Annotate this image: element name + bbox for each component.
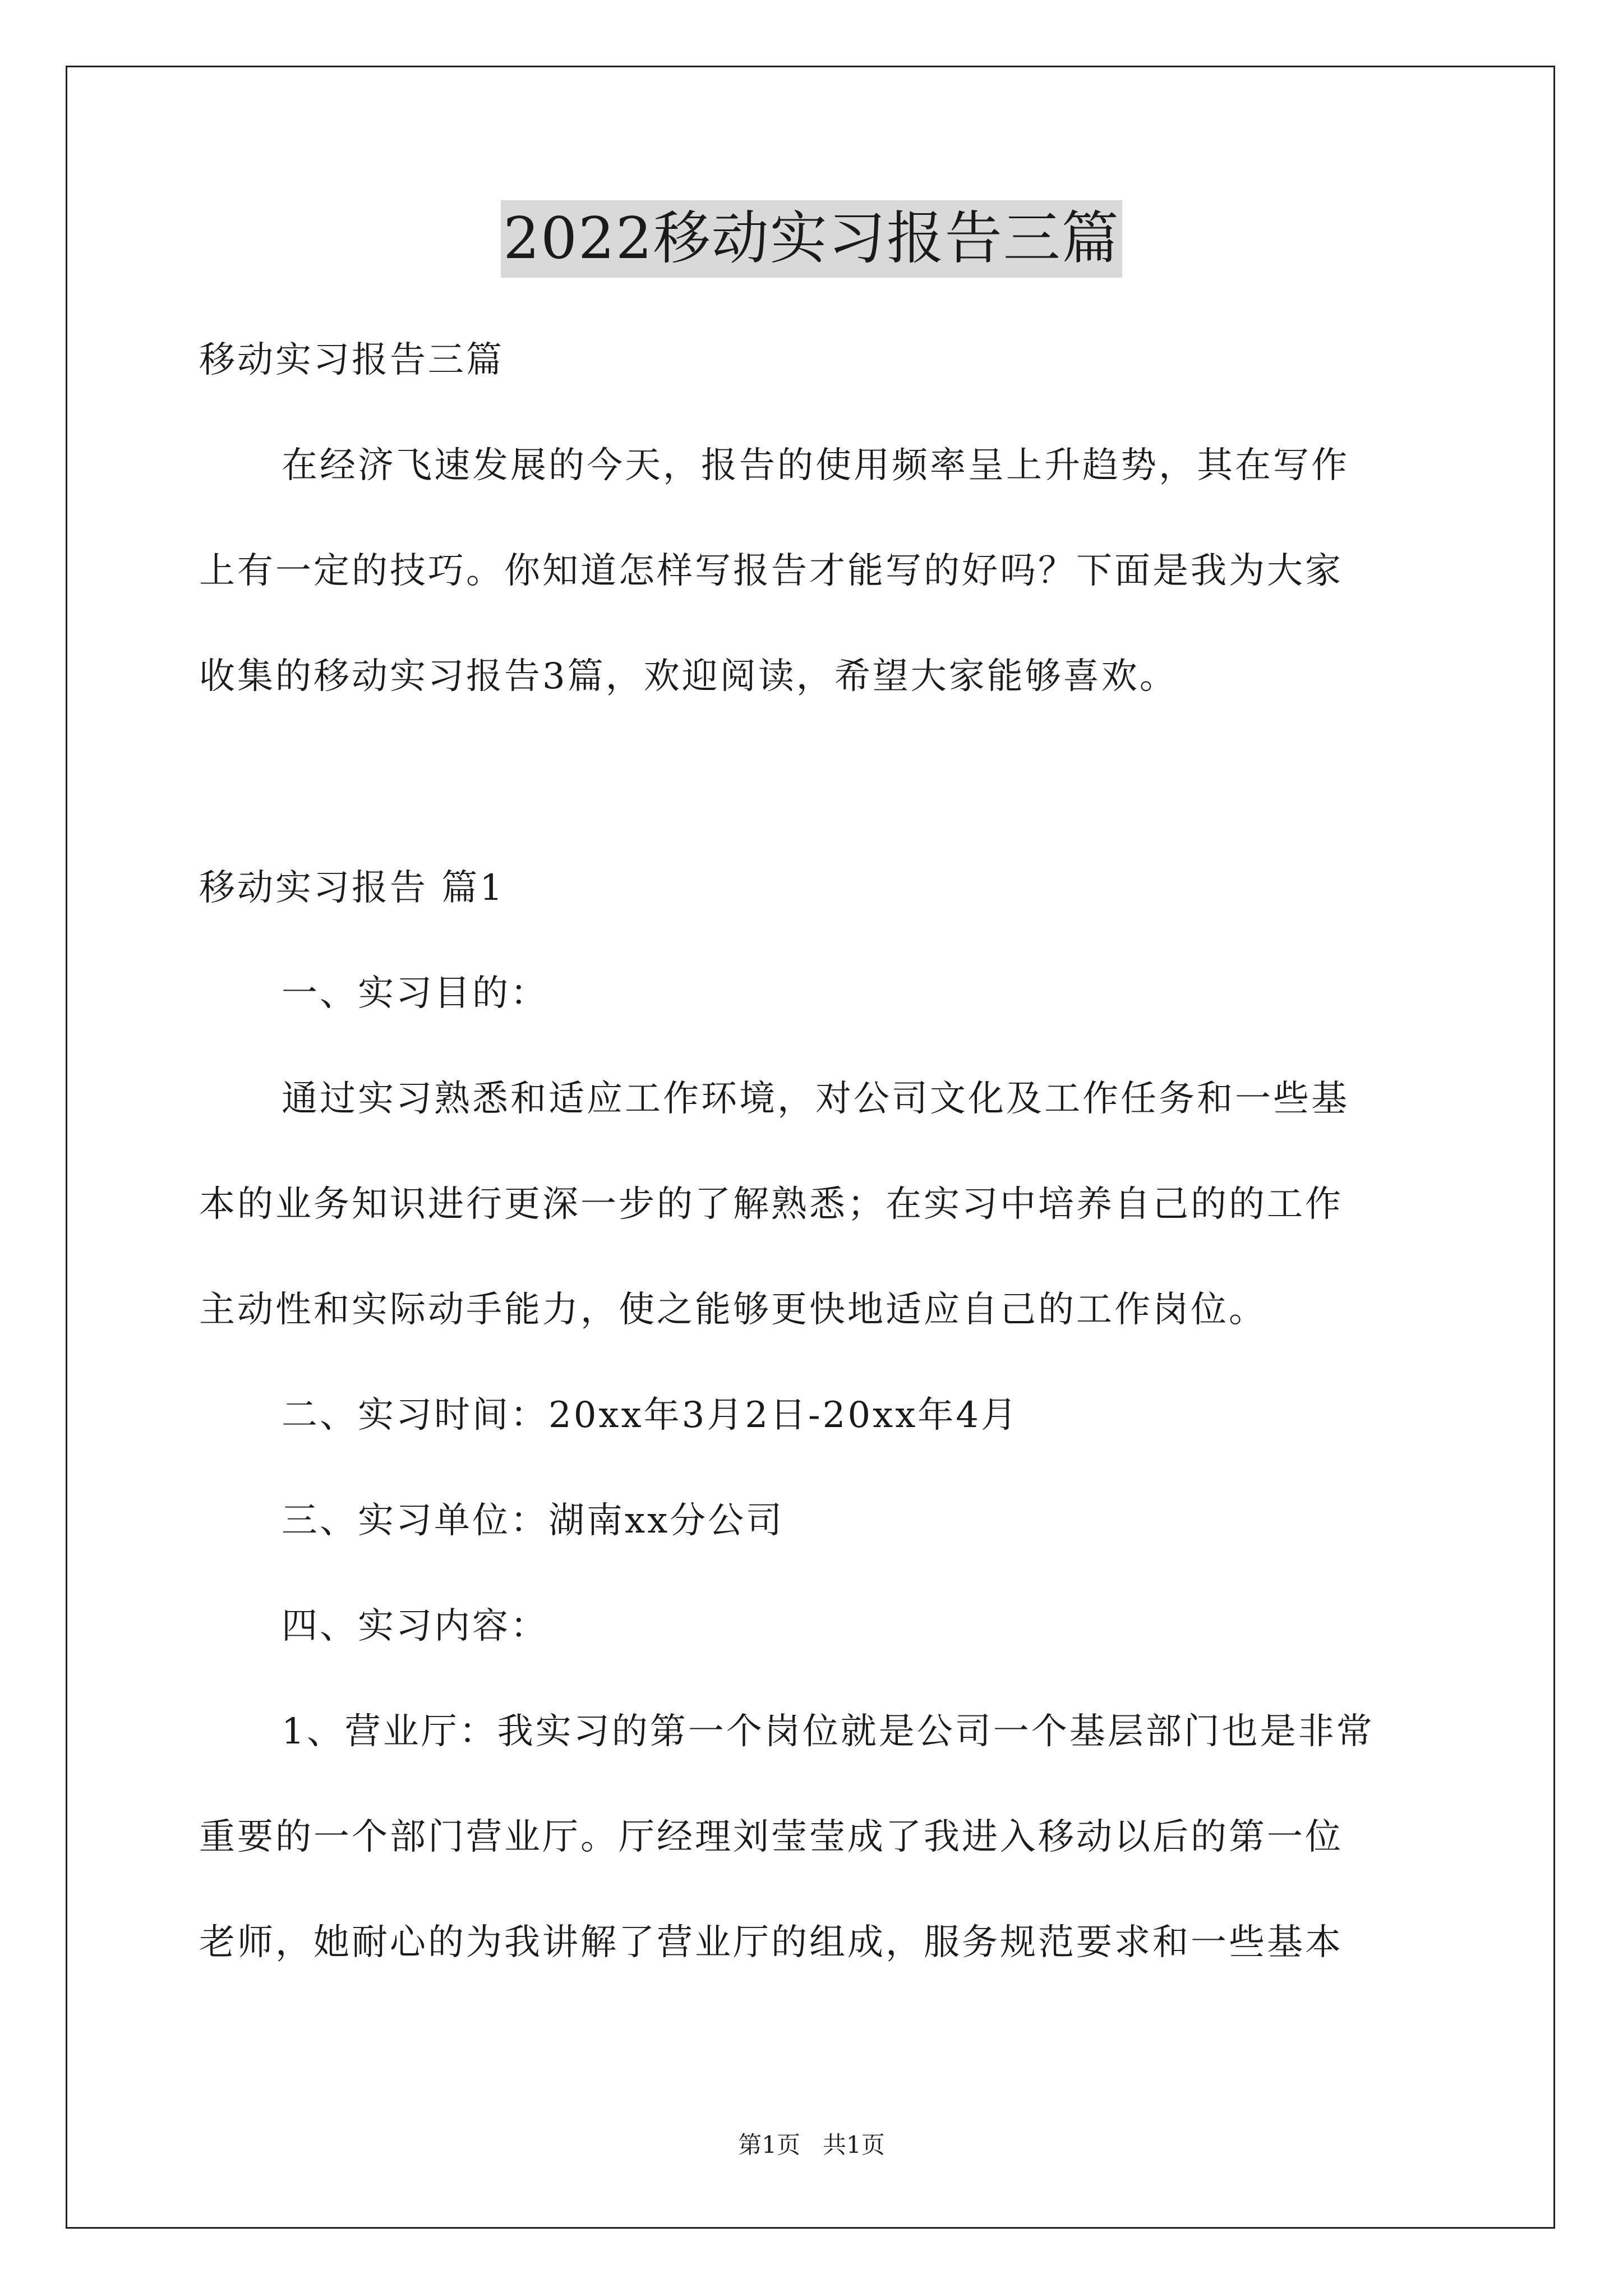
purpose-line: 通过实习熟悉和适应工作环境，对公司文化及工作任务和一些基 (282, 1078, 1349, 1120)
intro-line: 在经济飞速发展的今天，报告的使用频率呈上升趋势，其在写作 (282, 445, 1349, 486)
title-container (0, 200, 1623, 278)
document-title: 2022移动实习报告三篇 (501, 200, 1122, 278)
section-heading: 移动实习报告 篇1 (199, 867, 505, 909)
purpose-heading: 一、实习目的： (282, 973, 548, 1014)
document-body (199, 307, 1428, 1970)
content-line: 1、营业厅：我实习的第一个岗位就是公司一个基层部门也是非常 (282, 1711, 1375, 1752)
content-line: 老师，她耐心的为我讲解了营业厅的组成，服务规范要求和一些基本 (199, 1922, 1343, 1963)
intro-line: 上有一定的技巧。你知道怎样写报告才能写的好吗？下面是我为大家 (199, 550, 1343, 592)
page-number-footer: 第1页 共1页 (738, 2131, 885, 2159)
internship-unit: 三、实习单位：湖南xx分公司 (282, 1500, 785, 1542)
document-subtitle: 移动实习报告三篇 (199, 339, 504, 381)
content-heading: 四、实习内容： (282, 1605, 548, 1647)
content-paragraph (199, 1705, 1428, 1970)
content-line: 重要的一个部门营业厅。厅经理刘莹莹成了我进入移动以后的第一位 (199, 1816, 1343, 1858)
purpose-paragraph (199, 1072, 1428, 1337)
internship-time: 二、实习时间：20xx年3月2日-20xx年4月 (282, 1395, 1020, 1436)
intro-line: 收集的移动实习报告3篇，欢迎阅读，希望大家能够喜欢。 (199, 656, 1178, 697)
intro-paragraph (199, 439, 1428, 703)
purpose-line: 本的业务知识进行更深一步的了解熟悉；在实习中培养自己的的工作 (199, 1184, 1343, 1225)
purpose-line: 主动性和实际动手能力，使之能够更快地适应自己的工作岗位。 (199, 1289, 1267, 1331)
